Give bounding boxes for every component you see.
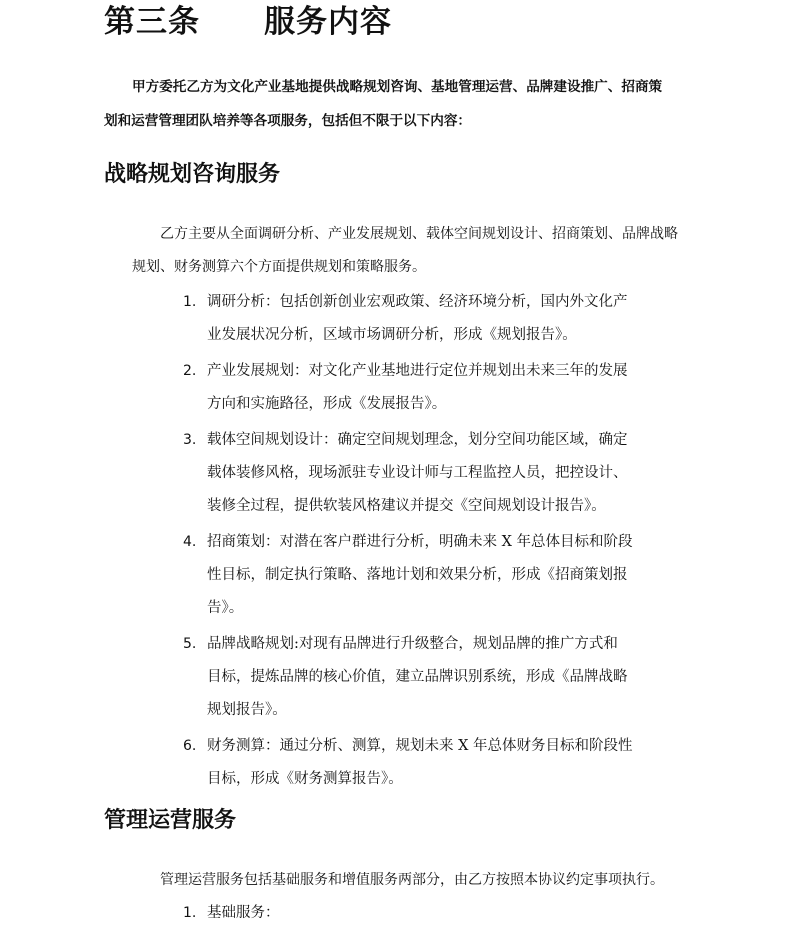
list-item-line: 财务测算：通过分析、测算，规划未来 X 年总体财务目标和阶段性 <box>207 738 633 754</box>
article-heading: 第三条 服务内容 <box>104 4 392 40</box>
list-item-number: 1. <box>183 905 197 921</box>
list-item-line: 产业发展规划：对文化产业基地进行定位并规划出未来三年的发展 <box>207 363 628 379</box>
intro-line: 甲方委托乙方为文化产业基地提供战略规划咨询、基地管理运营、品牌建设推广、招商策 <box>132 79 663 95</box>
list-item-number: 2. <box>183 363 197 379</box>
intro-paragraph <box>104 70 704 138</box>
strategy-paragraph <box>132 218 712 284</box>
list-item-number: 3. <box>183 432 197 448</box>
paragraph-line: 规划、财务测算六个方面提供规划和策略服务。 <box>132 259 426 275</box>
list-item-line: 基础服务： <box>207 905 280 921</box>
list-item <box>183 526 703 625</box>
list-item-line: 调研分析：包括创新创业宏观政策、经济环境分析，国内外文化产 <box>207 294 628 310</box>
list-item-line: 载体空间规划设计：确定空间规划理念，划分空间功能区域，确定 <box>207 432 628 448</box>
list-item <box>183 355 703 421</box>
list-item-line: 装修全过程，提供软装风格建议并提交《空间规划设计报告》。 <box>207 498 606 514</box>
list-item-line: 载体装修风格，现场派驻专业设计师与工程监控人员，把控设计、 <box>207 465 628 481</box>
operations-paragraph <box>132 864 712 897</box>
list-item-line: 业发展状况分析，区域市场调研分析，形成《规划报告》。 <box>207 327 577 343</box>
section-title-operations: 管理运营服务 <box>104 808 237 833</box>
list-item-number: 6. <box>183 738 197 754</box>
list-item-line: 方向和实施路径，形成《发展报告》。 <box>207 396 447 412</box>
list-item-line: 性目标，制定执行策略、落地计划和效果分析，形成《招商策划报 <box>207 567 628 583</box>
list-item-line: 品牌战略规划:对现有品牌进行升级整合，规划品牌的推广方式和 <box>207 636 618 652</box>
strategy-list <box>183 286 703 796</box>
list-item-line: 告》。 <box>207 600 244 616</box>
paragraph-line: 管理运营服务包括基础服务和增值服务两部分，由乙方按照本协议约定事项执行。 <box>160 872 664 888</box>
list-item-line: 目标，提炼品牌的核心价值，建立品牌识别系统，形成《品牌战略 <box>207 669 628 685</box>
intro-line: 划和运营管理团队培养等各项服务，包括但不限于以下内容： <box>104 113 472 129</box>
list-item <box>183 424 703 523</box>
paragraph-line: 乙方主要从全面调研分析、产业发展规划、载体空间规划设计、招商策划、品牌战略 <box>160 226 678 242</box>
list-item-number: 1. <box>183 294 197 310</box>
list-item-number: 4. <box>183 534 197 550</box>
list-item-line: 规划报告》。 <box>207 702 287 718</box>
section-title-strategy: 战略规划咨询服务 <box>104 162 281 187</box>
list-item-line: 招商策划：对潜在客户群进行分析，明确未来 X 年总体目标和阶段 <box>207 534 633 550</box>
list-item <box>183 628 703 727</box>
list-item <box>183 897 703 930</box>
list-item-number: 5. <box>183 636 197 652</box>
operations-list <box>183 897 703 930</box>
list-item <box>183 730 703 796</box>
list-item-line: 目标，形成《财务测算报告》。 <box>207 771 403 787</box>
list-item <box>183 286 703 352</box>
